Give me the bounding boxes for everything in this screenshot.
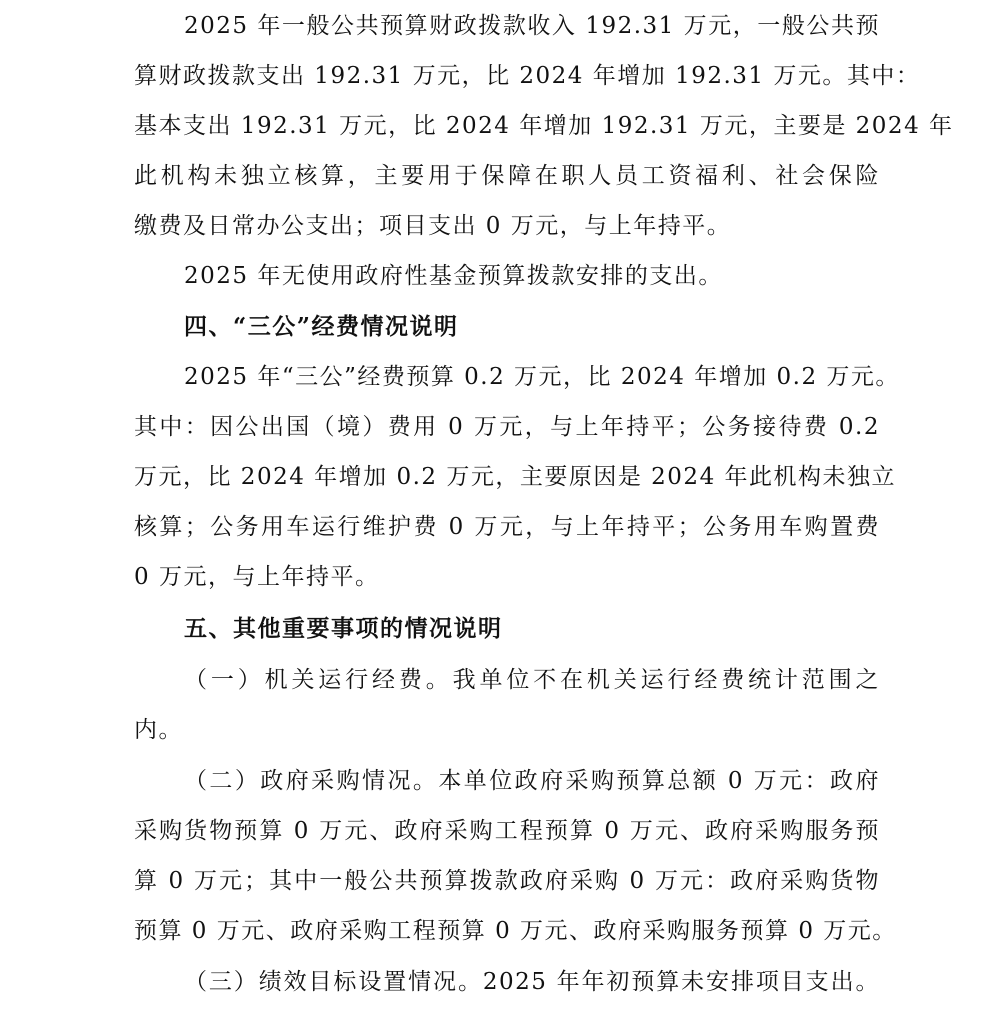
paragraph-line: 采购货物预算 0 万元、政府采购工程预算 0 万元、政府采购服务预 (134, 818, 880, 844)
paragraph-line: 万元，比 2024 年增加 0.2 万元，主要原因是 2024 年此机构未独立 (134, 464, 897, 490)
section-heading-four: 四、“三公”经费情况说明 (184, 313, 459, 340)
paragraph-line: 其中：因公出国（境）费用 0 万元，与上年持平；公务接待费 0.2 (134, 414, 880, 440)
section-heading-five: 五、其他重要事项的情况说明 (184, 615, 503, 642)
paragraph-line: 缴费及日常办公支出；项目支出 0 万元，与上年持平。 (134, 213, 732, 239)
paragraph-line: 2025 年一般公共预算财政拨款收入 192.31 万元，一般公共预 (184, 13, 880, 39)
paragraph-line: 算 0 万元；其中一般公共预算拨款政府采购 0 万元：政府采购货物 (134, 868, 880, 894)
paragraph-line: （三）绩效目标设置情况。2025 年年初预算未安排项目支出。 (184, 969, 880, 995)
paragraph-line: 预算 0 万元、政府采购工程预算 0 万元、政府采购服务预算 0 万元。 (134, 918, 897, 944)
paragraph-line: 此机构未独立核算，主要用于保障在职人员工资福利、社会保险 (134, 163, 880, 189)
paragraph-line: （一）机关运行经费。我单位不在机关运行经费统计范围之 (184, 667, 880, 693)
paragraph-line: 内。 (134, 717, 183, 743)
paragraph-line: 核算；公务用车运行维护费 0 万元，与上年持平；公务用车购置费 (134, 514, 880, 540)
paragraph-line: （二）政府采购情况。本单位政府采购预算总额 0 万元：政府 (184, 768, 880, 794)
paragraph-line: 2025 年“三公”经费预算 0.2 万元，比 2024 年增加 0.2 万元。 (184, 364, 900, 390)
paragraph-line: 基本支出 192.31 万元，比 2024 年增加 192.31 万元，主要是 2024 年 (134, 113, 954, 139)
paragraph-line: 0 万元，与上年持平。 (134, 564, 380, 590)
paragraph-line: 算财政拨款支出 192.31 万元，比 2024 年增加 192.31 万元。其中： (134, 63, 921, 89)
paragraph-line: 2025 年无使用政府性基金预算拨款安排的支出。 (184, 263, 723, 289)
